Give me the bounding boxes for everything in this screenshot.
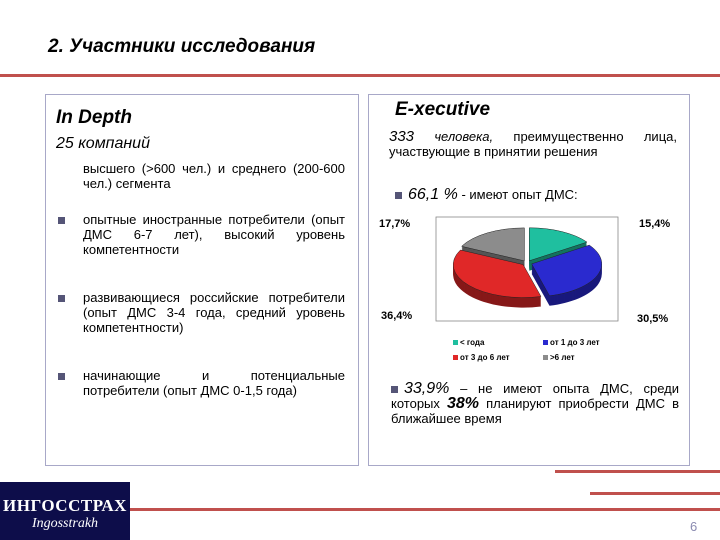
bullet-text-developing: развивающиеся российские потребители (опыт ДМС 3-4 года, средний уровень компетентности) — [83, 290, 345, 335]
legend-label: >6 лет — [550, 353, 575, 362]
legend-swatch-blue — [543, 340, 548, 345]
legend-item-1-to-3-years — [543, 338, 600, 347]
pie-label-30-5: 30,5% — [637, 313, 669, 325]
title-divider — [0, 74, 720, 77]
in-depth-panel — [45, 94, 359, 466]
legend-label: от 1 до 3 лет — [550, 338, 600, 347]
ingosstrakh-logo — [0, 482, 130, 540]
stat-with-dms-value: 66,1 % — [408, 186, 458, 203]
executive-heading: E-xecutive — [395, 99, 491, 120]
footer-rule — [590, 492, 720, 495]
respondents-count: 333 — [389, 128, 415, 145]
legend-item-over-6-years — [543, 353, 575, 362]
bullet-text-experienced: опытные иностранные потребители (опыт ДМС 6-7 лет), высокий уровень компетентности — [83, 212, 345, 257]
stat-planning-value: 38% — [446, 395, 480, 412]
square-bullet-icon — [58, 295, 65, 302]
respondents-unit: человека, — [434, 129, 494, 144]
legend-label: от 3 до 6 лет — [460, 353, 510, 362]
pie-label-17-7: 17,7% — [379, 218, 411, 230]
logo-text-latin: Ingosstrakh — [31, 516, 99, 531]
footer-rule — [555, 470, 720, 473]
stat-with-dms — [395, 187, 675, 202]
in-depth-heading: In Depth — [56, 107, 132, 128]
slide-title: 2. Участники исследования — [48, 36, 316, 57]
stat-without-dms — [391, 381, 679, 426]
executive-panel — [368, 94, 690, 466]
stat-with-dms-text: - имеют опыт ДМС: — [461, 187, 578, 202]
square-bullet-icon — [58, 217, 65, 224]
respondents-intro — [389, 129, 677, 159]
respondents-description: преимущественно лица, участвующие в принятии решения — [389, 129, 677, 159]
logo-text-cyrillic: ИНГОССТРАХ — [3, 496, 127, 515]
legend-swatch-red — [453, 355, 458, 360]
square-bullet-icon — [58, 373, 65, 380]
stat-planning-text: планируют приобрести ДМС в ближайшее время — [391, 396, 679, 426]
legend-item-under-1-year — [453, 338, 484, 347]
legend-label: < года — [460, 338, 485, 347]
segment-description: высшего (>600 чел.) и среднего (200-600 чел.) сегмента — [83, 161, 345, 191]
legend-item-3-to-6-years — [453, 353, 510, 362]
stat-without-dms-value: 33,9% — [404, 380, 450, 397]
legend-swatch-teal — [453, 340, 458, 345]
footer-rule — [130, 508, 720, 511]
bullet-text-beginning: начинающие и потенциальные потребители (опыт ДМС 0-1,5 года) — [83, 368, 345, 398]
stat-without-dms-text: – не имеют опыта ДМС, среди которых — [391, 381, 679, 411]
pie-label-36-4: 36,4% — [381, 310, 413, 322]
companies-count: 25 компаний — [56, 135, 150, 152]
page-number: 6 — [690, 519, 698, 534]
dms-experience-pie-chart — [369, 211, 689, 381]
square-bullet-icon — [395, 192, 402, 199]
legend-swatch-gray — [543, 355, 548, 360]
pie-label-15-4: 15,4% — [639, 218, 671, 230]
square-bullet-icon — [391, 386, 398, 393]
